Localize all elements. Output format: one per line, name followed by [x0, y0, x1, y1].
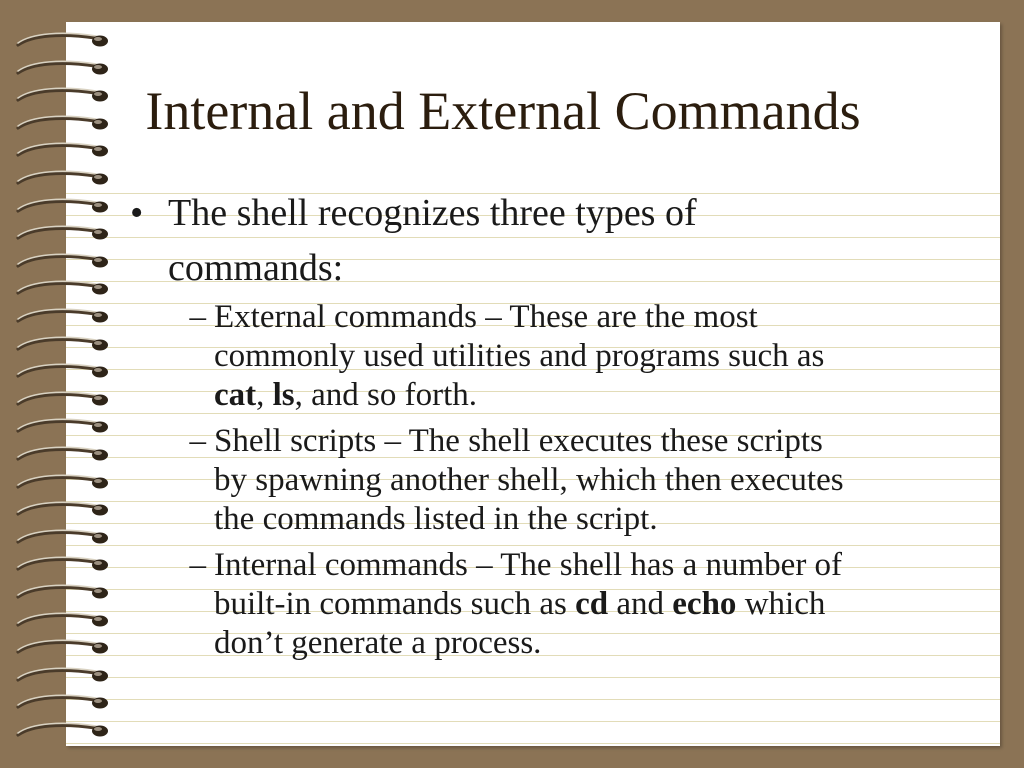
spiral-ring-icon [14, 361, 110, 383]
sub-bullet-external-commands [124, 298, 984, 415]
spiral-ring-icon [14, 251, 110, 273]
command-name: cat [214, 377, 257, 413]
spiral-ring-icon [14, 582, 110, 604]
sub-bullet-line: Shell scripts – The shell executes these scripts [214, 423, 823, 459]
spiral-ring-icon [14, 637, 110, 659]
main-bullet-line: The shell recognizes three types of [168, 192, 697, 234]
main-bullet-text [168, 186, 808, 296]
spiral-ring-icon [14, 334, 110, 356]
sub-bullet-line: the commands listed in the script. [214, 501, 658, 537]
spiral-ring-icon [14, 444, 110, 466]
sub-bullet-marker: – [189, 299, 206, 335]
sub-bullet-text [214, 546, 984, 663]
sub-bullet-tail: , and so forth. [294, 377, 478, 413]
spiral-ring-icon [14, 665, 110, 687]
spiral-ring-icon [14, 527, 110, 549]
spiral-ring-icon [14, 610, 110, 632]
command-name: cd [575, 586, 609, 622]
sub-bullet-text-part: which [736, 586, 826, 622]
sub-bullet-line: by spawning another shell, which then executes [214, 462, 844, 498]
command-name: ls [272, 377, 295, 413]
sub-bullet-line: External commands – These are the most [214, 299, 758, 335]
bullet-marker: • [130, 192, 144, 234]
sub-bullet-text [214, 298, 984, 415]
sub-bullet-marker: – [189, 423, 206, 459]
main-bullet-line: commands: [168, 247, 344, 289]
command-name: echo [672, 586, 737, 622]
sub-bullet-line [214, 585, 984, 624]
spiral-ring-icon [14, 720, 110, 742]
sub-bullet-internal-commands [124, 546, 984, 663]
spiral-ring-icon [14, 168, 110, 190]
sub-bullet-text-part: and [608, 586, 673, 622]
spiral-ring-icon [14, 554, 110, 576]
slide-body [124, 186, 984, 670]
sub-bullet-line: Internal commands – The shell has a number of [214, 547, 843, 583]
spiral-ring-icon [14, 416, 110, 438]
spiral-ring-icon [14, 389, 110, 411]
spiral-ring-icon [14, 499, 110, 521]
separator-text: , [256, 377, 273, 413]
sub-bullet-line [214, 376, 984, 415]
spiral-ring-icon [14, 30, 110, 52]
spiral-ring-icon [14, 278, 110, 300]
sub-bullet-line: commonly used utilities and programs such as [214, 338, 825, 374]
sub-bullet-shell-scripts [124, 422, 984, 539]
spiral-ring-icon [14, 472, 110, 494]
spiral-ring-icon [14, 306, 110, 328]
slide-title: Internal and External Commands [145, 81, 861, 141]
sub-bullet-marker: – [189, 547, 206, 583]
main-bullet [124, 186, 984, 296]
spiral-ring-icon [14, 223, 110, 245]
sub-bullet-list [124, 298, 984, 663]
sub-bullet-text-part: built-in commands such as [214, 586, 576, 622]
sub-bullet-text [214, 422, 984, 539]
spiral-ring-icon [14, 196, 110, 218]
sub-bullet-line: don’t generate a process. [214, 625, 542, 661]
spiral-ring-icon [14, 692, 110, 714]
